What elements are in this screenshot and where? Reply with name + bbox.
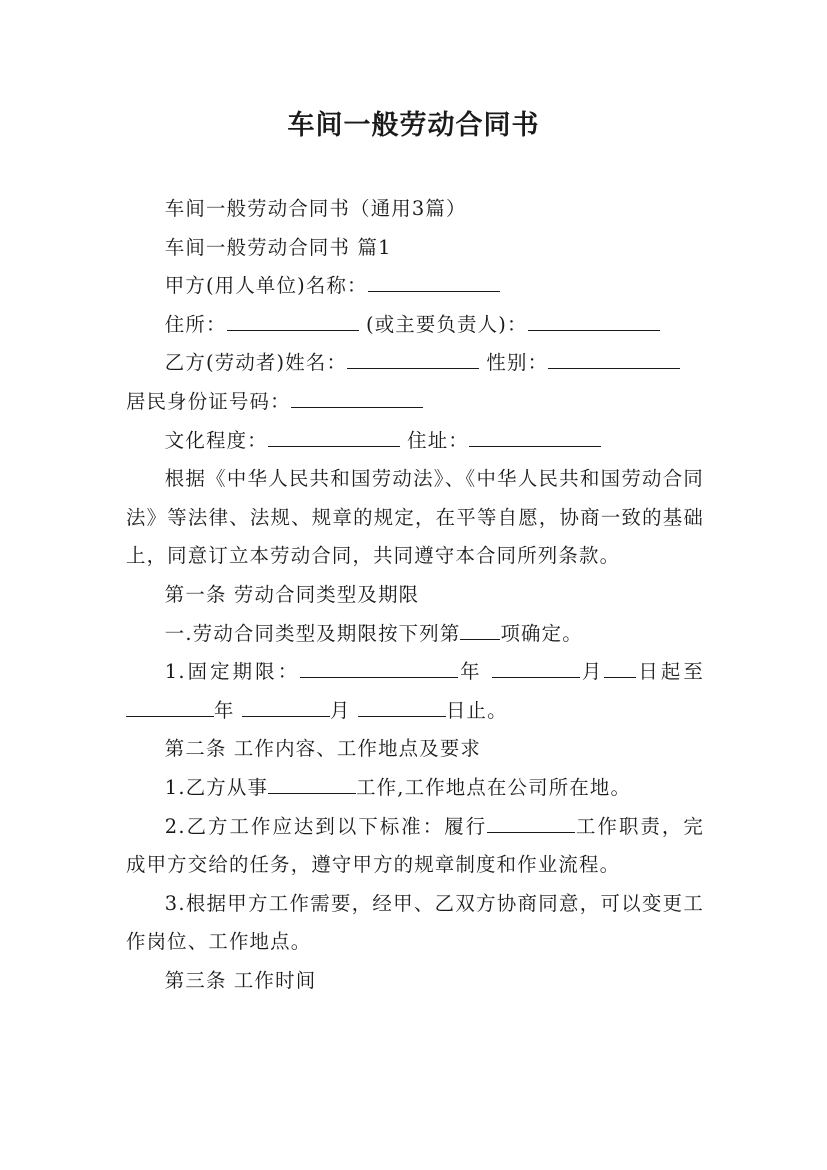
month-label: 月 bbox=[579, 660, 605, 684]
fixed-term-line bbox=[126, 653, 704, 730]
end-month-label: 月 bbox=[329, 698, 358, 722]
job-location-text: 工作,工作地点在公司所在地。 bbox=[356, 775, 632, 799]
year-label: 年 bbox=[458, 660, 492, 684]
responsible-person-label: (或主要负责人)： bbox=[358, 312, 528, 336]
section-heading: 车间一般劳动合同书 篇1 bbox=[164, 235, 392, 259]
start-day-blank bbox=[604, 657, 636, 678]
employee-name-label: 乙方(劳动者)姓名： bbox=[164, 351, 348, 375]
contract-type-line bbox=[126, 615, 704, 654]
education-blank bbox=[268, 425, 400, 446]
end-month-blank bbox=[242, 695, 330, 716]
article-3-heading: 第三条 工作时间 bbox=[164, 968, 317, 992]
day-from-label: 日起至 bbox=[636, 660, 704, 684]
residence-blank bbox=[469, 425, 601, 446]
article-2-heading: 第二条 工作内容、工作地点及要求 bbox=[164, 737, 482, 761]
work-standard-paragraph bbox=[126, 808, 704, 885]
employer-name-blank bbox=[368, 271, 500, 292]
gender-label: 性别： bbox=[479, 351, 549, 375]
job-label: 1.乙方从事 bbox=[164, 775, 269, 799]
end-day-blank bbox=[358, 695, 446, 716]
start-year-blank bbox=[300, 657, 458, 678]
end-year-blank bbox=[126, 695, 214, 716]
employee-name-blank bbox=[347, 348, 479, 369]
id-number-label: 居民身份证号码： bbox=[126, 389, 291, 413]
fixed-term-label: 1.固定期限： bbox=[164, 660, 301, 684]
id-number-blank bbox=[291, 387, 423, 408]
document-body bbox=[126, 190, 704, 1000]
address-label: 住所： bbox=[164, 312, 227, 336]
subtitle-line: 车间一般劳动合同书（通用3篇） bbox=[164, 197, 467, 220]
duty-blank bbox=[487, 811, 575, 832]
residence-label: 住址： bbox=[399, 428, 469, 452]
address-blank bbox=[227, 309, 359, 330]
job-blank bbox=[268, 773, 356, 794]
contract-type-text-end: 项确定。 bbox=[500, 621, 583, 645]
education-line bbox=[126, 422, 704, 461]
document-title: 车间一般劳动合同书 bbox=[287, 110, 540, 141]
job-change-paragraph: 3.根据甲方工作需要，经甲、乙双方协商同意，可以变更工作岗位、工作地点。 bbox=[126, 891, 704, 954]
contract-type-text: 一.劳动合同类型及期限按下列第 bbox=[164, 621, 461, 645]
work-standard-text-end: 工作职责，完成甲方交给的任务，遵守甲方的规章制度和作业流程。 bbox=[126, 814, 704, 877]
end-day-label: 日止。 bbox=[445, 698, 508, 722]
employer-name-line bbox=[126, 267, 704, 306]
address-line bbox=[126, 306, 704, 345]
article-1-heading: 第一条 劳动合同类型及期限 bbox=[164, 582, 420, 606]
employer-name-label: 甲方(用人单位)名称： bbox=[164, 274, 368, 298]
end-year-label: 年 bbox=[214, 698, 242, 722]
employee-name-line bbox=[126, 344, 704, 383]
start-month-blank bbox=[492, 657, 580, 678]
responsible-person-blank bbox=[528, 309, 660, 330]
contract-type-blank bbox=[460, 618, 500, 639]
gender-blank bbox=[548, 348, 680, 369]
work-standard-text: 2.乙方工作应达到以下标准：履行 bbox=[164, 814, 488, 838]
education-label: 文化程度： bbox=[164, 428, 268, 452]
id-number-line bbox=[126, 383, 704, 422]
job-line bbox=[126, 769, 704, 808]
preamble-paragraph: 根据《中华人民共和国劳动法》、《中华人民共和国劳动合同法》等法律、法规、规章的规定，在平等自愿，协商一致的基础上，同意订立本劳动合同，共同遵守本合同所列条款。 bbox=[126, 467, 704, 568]
